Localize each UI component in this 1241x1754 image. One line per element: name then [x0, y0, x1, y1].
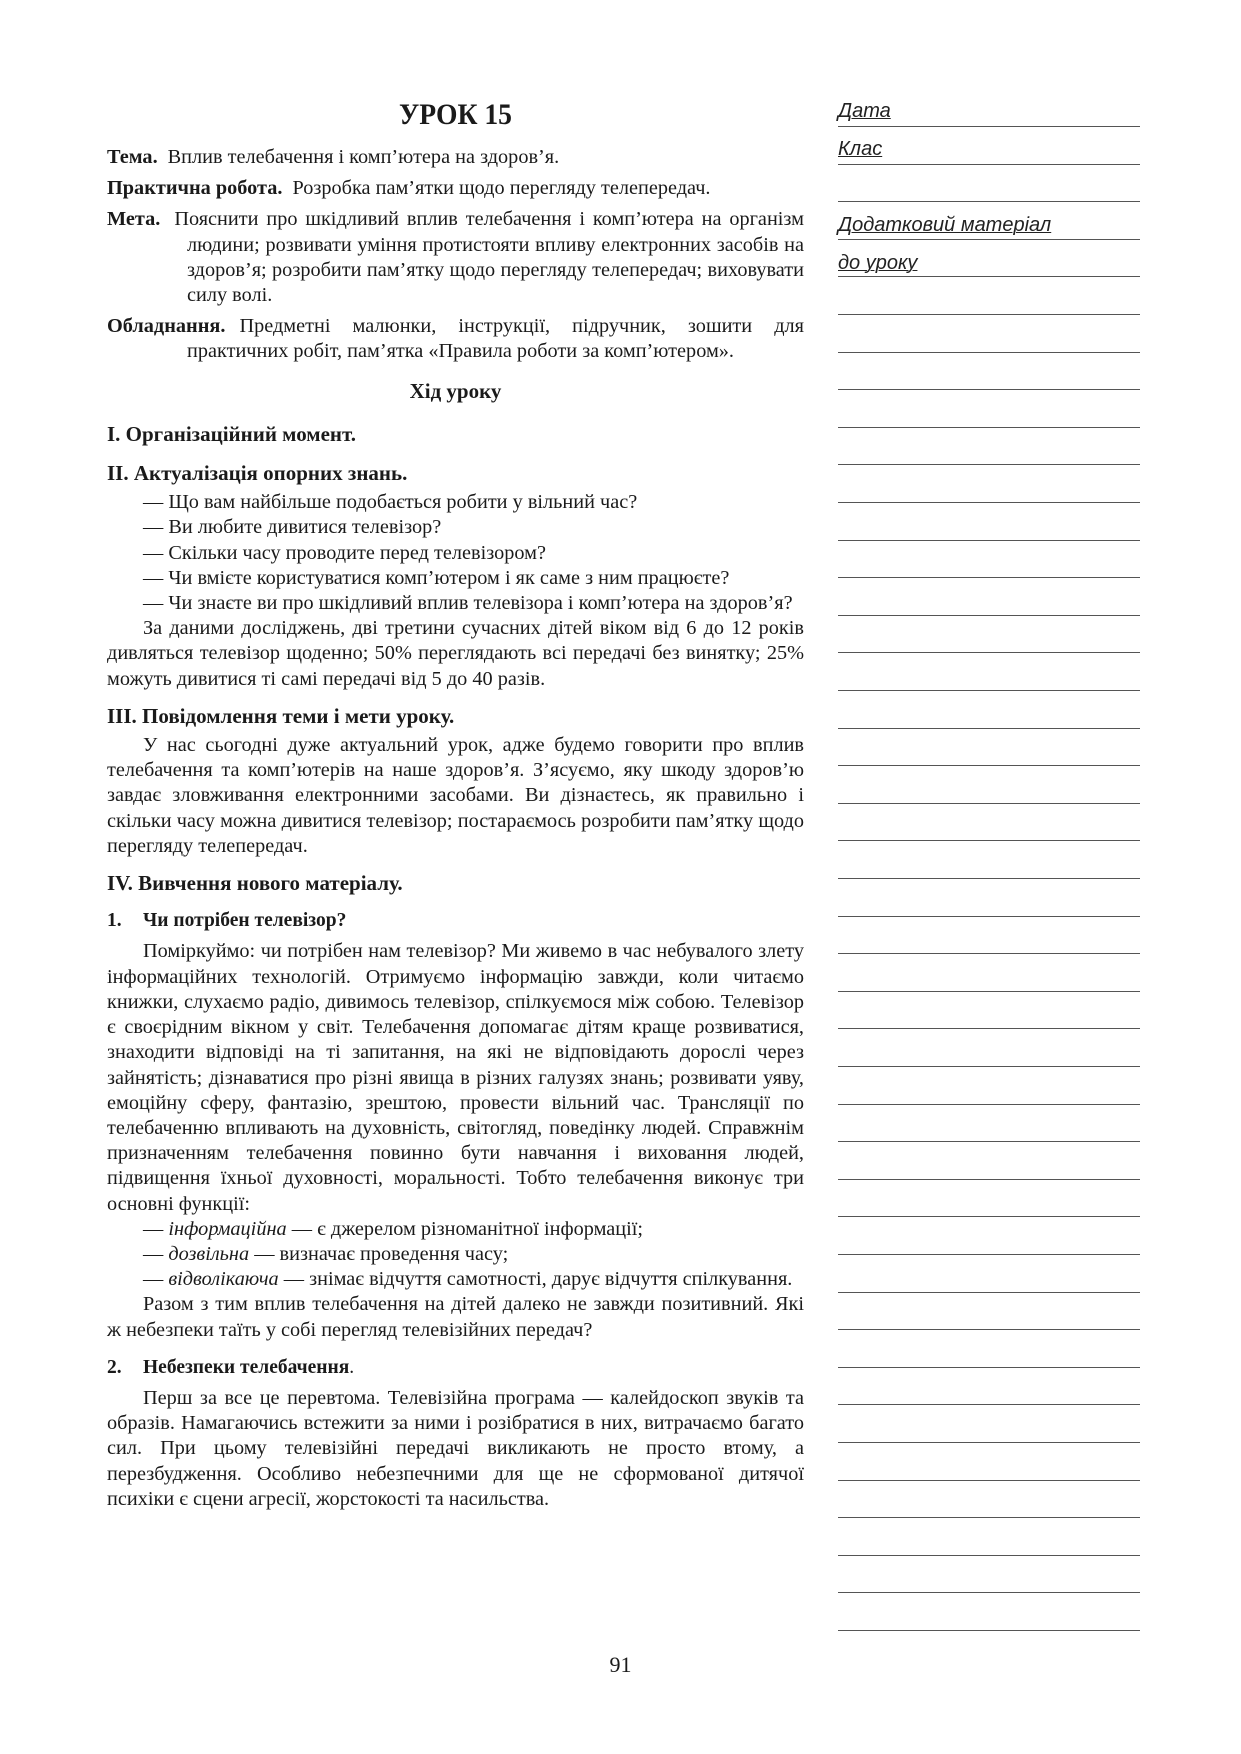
note-line [838, 1216, 1140, 1217]
function-name: інформаційна [168, 1217, 287, 1240]
note-line [838, 1442, 1140, 1443]
note-line [838, 803, 1140, 804]
note-line [838, 164, 1140, 165]
note-line [838, 464, 1140, 465]
goal-row [107, 207, 804, 308]
function-name: відволікаюча [168, 1268, 279, 1291]
subsection-1-title [107, 908, 804, 933]
subsection-1-paragraph: Поміркуймо: чи потрібен нам телевізор? Ми живемо в час небувалого злету інформаційних технологій. Отримуємо інформацію завжди, коли читаємо книжки, слухаємо радіо, дивимось телевізор, спілкуємося між собою. Телевізор є своєрідним вікном у світ. Телебачення допомагає дітям краще розвиватися, знаходити відповіді на ті запитання, на які не відповідають дорослі через зайнятість; дізнаватися про різні явища в різних галузях знань; розвивати уяву, емоційну сферу, фантазію, зрештою, провести вільний час. Трансляції по телебаченню впливають на духовність, світогляд, поведінку людей. Справжнім призначенням телебачення повинно бути навчання і виховання людей, підвищення їхньої духовності, моральності. Тобто телебачення виконує три основні функції: [107, 940, 804, 1215]
note-line [838, 502, 1140, 503]
equipment-row [107, 314, 804, 364]
note-line [838, 1329, 1140, 1330]
note-line [838, 314, 1140, 315]
goal-label: Мета. [107, 208, 161, 231]
note-line [838, 1555, 1140, 1556]
equipment-label: Обладнання. [107, 315, 226, 338]
note-line [838, 991, 1140, 992]
lesson-title: УРОК 15 [399, 98, 512, 131]
subsection-2-paragraph: Перш за все це перевтома. Телевізійна програма — калейдоскоп звуків та образів. Намагаючись встежити за ними і розібратися в них, витрачаємо багато сил. При цьому телевізійні передачі викликають не просто втому, а перезбудження. Особливо небезпечними для ще не сформованої дитячої психіки є сцени агресії, жорстокості та насильства. [107, 1386, 804, 1510]
note-line [838, 953, 1140, 954]
subsection-2-suffix: . [349, 1356, 355, 1378]
note-line [838, 1104, 1140, 1105]
section-3-title: III. Повідомлення теми і мети уроку. [107, 703, 455, 728]
note-line [838, 126, 1140, 127]
question-item: — Чи вмієте користуватися комп’ютером і як саме з ним працюєте? [143, 566, 730, 589]
subsection-1-closing: Разом з тим вплив телебачення на дітей далеко не завжди позитивний. Які ж небезпеки таїть у собі перегляд телевізійних передач? [107, 1293, 804, 1341]
note-line [838, 690, 1140, 691]
note-line [838, 728, 1140, 729]
section-4-title: IV. Вивчення нового матеріалу. [107, 871, 403, 896]
note-line [838, 615, 1140, 616]
subsection-1-number: 1. [107, 910, 122, 932]
extra-material-label-2: до уроку [838, 252, 918, 274]
subsection-1-text: Чи потрібен телевізор? [143, 910, 347, 932]
practical-label: Практична робота. [107, 177, 283, 200]
section-3-paragraph: У нас сьогодні дуже актуальний урок, адже будемо говорити про вплив телебачення та комп’ютерів на наше здоров’я. З’ясуємо, яку шкоду здоров’ю завдає зловживання електронними засобами. Ви дізнаєтесь, як правильно і скільки часу можна дивитися телевізор; постараємось розробити пам’ятку щодо перегляду телепередач. [107, 734, 804, 857]
note-line [838, 1292, 1140, 1293]
question-item: — Що вам найбільше подобається робити у вільний час? [143, 491, 638, 514]
note-line [838, 427, 1140, 428]
note-line [838, 840, 1140, 841]
note-line [838, 1179, 1140, 1180]
note-line [838, 1367, 1140, 1368]
note-line [838, 1141, 1140, 1142]
note-line [838, 352, 1140, 353]
subsection-2-title [107, 1355, 804, 1380]
note-line [838, 1480, 1140, 1481]
note-line [838, 1404, 1140, 1405]
note-line [838, 916, 1140, 917]
note-line [838, 276, 1140, 277]
note-line [838, 201, 1140, 202]
subsection-2-number: 2. [107, 1356, 122, 1378]
lesson-main-column [107, 95, 804, 1512]
function-desc: — знімає відчуття самотності, дарує відчуття спілкування. [278, 1268, 793, 1291]
subsection-2-text: Небезпеки телебачення [143, 1356, 350, 1378]
question-item: — Ви любите дивитися телевізор? [143, 516, 442, 539]
function-desc: — визначає проведення часу; [249, 1242, 509, 1265]
note-line [838, 389, 1140, 390]
extra-material-label: Додатковий матеріал [838, 214, 1052, 236]
practical-text: Розробка пам’ятки щодо перегляду телепередач. [292, 177, 711, 200]
topic-text: Вплив телебачення і комп’ютера на здоров’я. [167, 146, 560, 168]
equipment-text: Предметні малюнки, інструкції, підручник, зошити для практичних робіт, пам’ятка «Правила роботи за комп’ютером». [187, 315, 804, 363]
function-item: — дозвільна — визначає проведення часу; [143, 1242, 509, 1265]
function-name: дозвільна [168, 1242, 250, 1265]
question-item: — Скільки часу проводите перед телевізором? [143, 541, 546, 564]
goal-text: Пояснити про шкідливий вплив телебачення і комп’ютера на організм людини; розвивати уміння протистояти впливу електронних засобів на здоров’я; розробити пам’ятку щодо перегляду телепередач; виховувати силу волі. [174, 208, 804, 307]
page-number: 91 [609, 1652, 632, 1677]
note-line [838, 577, 1140, 578]
note-line [838, 652, 1140, 653]
class-label: Клас [838, 138, 883, 160]
function-item: — відволікаюча — знімає відчуття самотності, дарує відчуття спілкування. [143, 1268, 793, 1291]
function-item: — інформаційна — є джерелом різноманітної інформації; [143, 1217, 644, 1240]
note-line [838, 1630, 1140, 1631]
note-line [838, 1592, 1140, 1593]
question-item: — Чи знаєте ви про шкідливий вплив телевізора і комп’ютера на здоров’я? [143, 592, 793, 615]
note-line [838, 239, 1140, 240]
section-1-title: I. Організаційний момент. [107, 421, 357, 446]
practical-row [107, 176, 804, 201]
course-heading: Хід уроку [409, 378, 502, 403]
note-line [838, 1066, 1140, 1067]
topic-label: Тема. [107, 146, 158, 168]
function-desc: — є джерелом різноманітної інформації; [286, 1217, 644, 1240]
note-line [838, 1517, 1140, 1518]
section-2-title: II. Актуалізація опорних знань. [107, 461, 408, 486]
date-label: Дата [838, 100, 891, 122]
topic-row [107, 145, 804, 170]
note-line [838, 540, 1140, 541]
note-line [838, 765, 1140, 766]
research-paragraph: За даними досліджень, дві третини сучасних дітей віком від 6 до 12 років дивляться телевізор щоденно; 50% переглядають всі передачі без винятку; 25% можуть дивитися ті самі передачі від 5 до 40 разів. [107, 617, 804, 690]
note-line [838, 1254, 1140, 1255]
note-line [838, 1028, 1140, 1029]
note-line [838, 878, 1140, 879]
